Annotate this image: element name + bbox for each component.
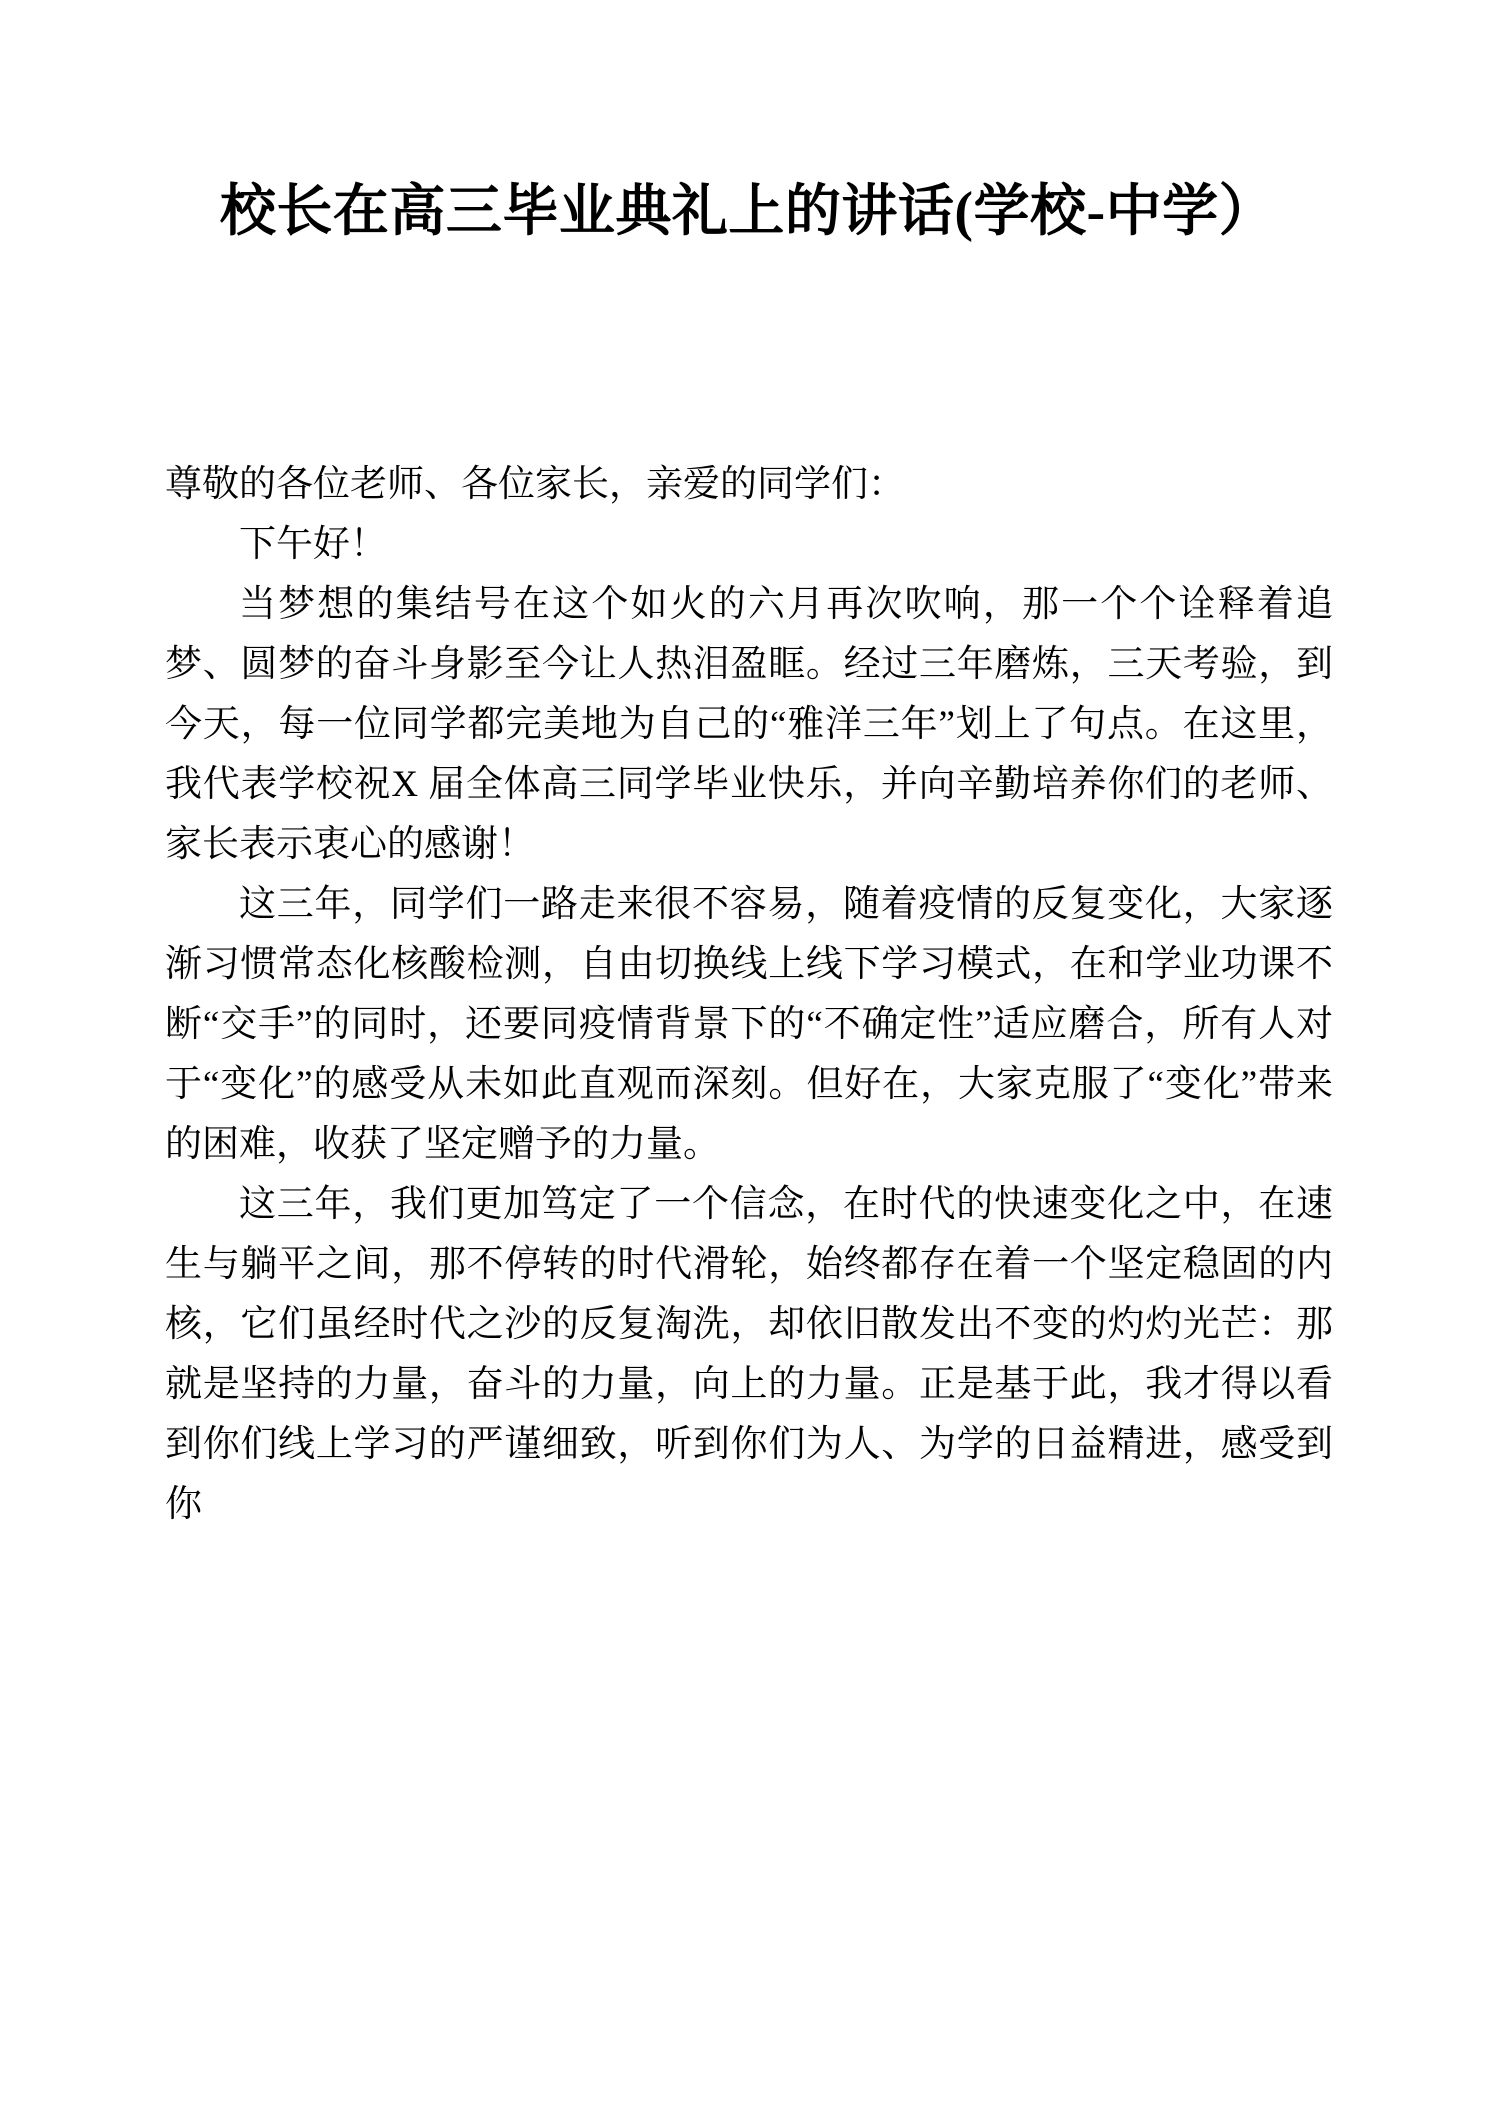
document-body xyxy=(165,455,1333,1535)
page-title: 校长在高三毕业典礼上的讲话(学校-中学） xyxy=(219,181,1276,243)
paragraph-3: 这三年，我们更加笃定了一个信念，在时代的快速变化之中，在速生与躺平之间，那不停转的时代滑轮，始终都存在着一个坚定稳固的内核，它们虽经时代之沙的反复淘洗，却依旧散发出不变的灼灼光芒：那就是坚持的力量，奋斗的力量，向上的力量。正是基于此，我才得以看到你们线上学习的严谨细致，听到你们为人、为学的日益精进，感受到你 xyxy=(165,1184,1333,1525)
paragraph-1: 当梦想的集结号在这个如火的六月再次吹响，那一个个诠释着追梦、圆梦的奋斗身影至今让人热泪盈眶。经过三年磨炼，三天考验，到今天，每一位同学都完美地为自己的“雅洋三年”划上了句点。在这里，我代表学校祝X 届全体高三同学毕业快乐，并向辛勤培养你们的老师、家长表示衷心的感谢！ xyxy=(165,584,1333,865)
paragraph-salutation: 尊敬的各位老师、各位家长，亲爱的同学们： xyxy=(165,464,905,505)
paragraph-2: 这三年，同学们一路走来很不容易，随着疫情的反复变化，大家逐渐习惯常态化核酸检测，自由切换线上线下学习模式，在和学业功课不断“交手”的同时，还要同疫情背景下的“不确定性”适应磨合，所有人对于“变化”的感受从未如此直观而深刻。但好在，大家克服了“变化”带来的困难，收获了坚定赠予的力量。 xyxy=(165,884,1333,1165)
paragraph-greeting: 下午好！ xyxy=(239,524,387,565)
